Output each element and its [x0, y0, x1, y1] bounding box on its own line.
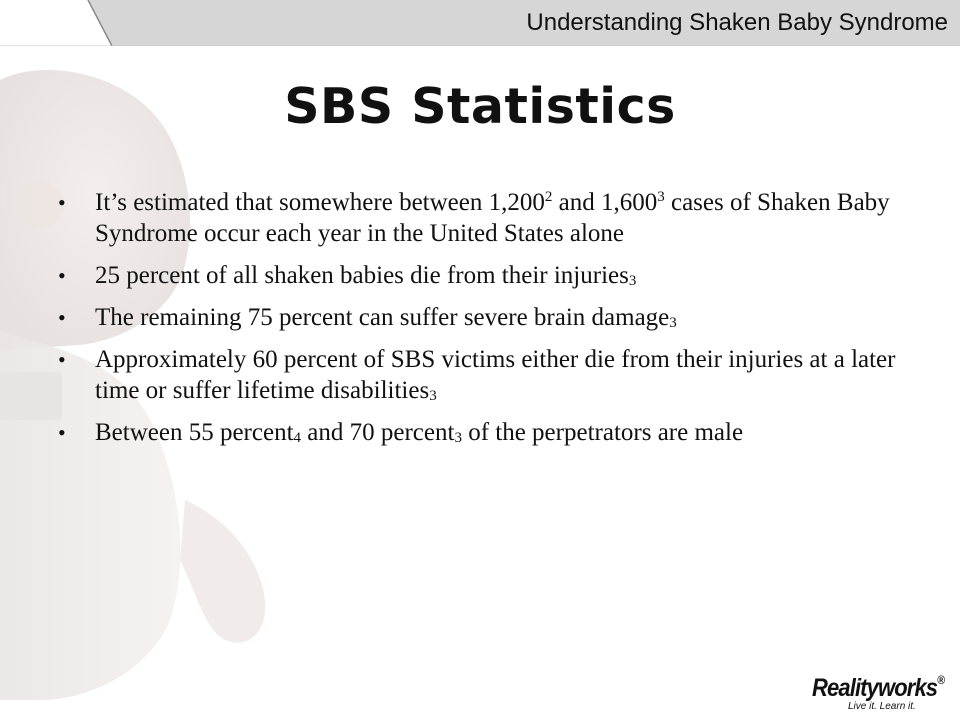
bullet-text: It’s estimated that somewhere between 1,200	[95, 189, 545, 216]
footnote-ref: 3	[429, 388, 437, 404]
bullet-text: Approximately 60 percent of SBS victims either die from their injuries at a later time or suffer lifetime disabilities	[95, 346, 896, 404]
footnote-ref: 3	[657, 189, 665, 205]
logo-tagline: Live it. Learn it.	[848, 701, 916, 712]
footnote-ref: 2	[544, 189, 553, 205]
bullet-dot: •	[58, 420, 66, 445]
logo-wordmark: Realityworks®	[812, 673, 945, 702]
bullet-dot: •	[58, 305, 66, 330]
bullet-item	[58, 260, 908, 291]
header-title: Understanding Shaken Baby Syndrome	[526, 9, 948, 36]
bullet-list	[58, 187, 908, 459]
bullet-text: The remaining 75 percent can suffer severe brain damage	[95, 304, 670, 331]
bullet-text: and 70 percent	[301, 419, 455, 446]
bullet-item	[58, 344, 908, 406]
bullet-text: 25 percent of all shaken babies die from their injuries	[95, 262, 629, 289]
bullet-text: of the perpetrators are male	[461, 419, 744, 446]
bullet-text: and 1,600	[552, 189, 658, 216]
footnote-ref: 3	[669, 315, 677, 331]
bullet-item	[58, 417, 908, 448]
bullet-item	[58, 187, 908, 249]
footnote-ref: 4	[293, 430, 302, 446]
slide-title: SBS Statistics	[284, 78, 676, 135]
bullet-text: cases of Shaken Baby Syndrome occur each year in the United States alone	[95, 189, 890, 247]
footnote-ref: 3	[628, 273, 637, 289]
bullet-dot: •	[58, 190, 66, 215]
realityworks-logo	[812, 673, 952, 717]
bullet-item	[58, 302, 908, 333]
bullet-dot: •	[58, 263, 66, 288]
footnote-ref: 3	[454, 430, 462, 446]
bullet-text: Between 55 percent	[95, 419, 294, 446]
bullet-dot: •	[58, 347, 66, 372]
